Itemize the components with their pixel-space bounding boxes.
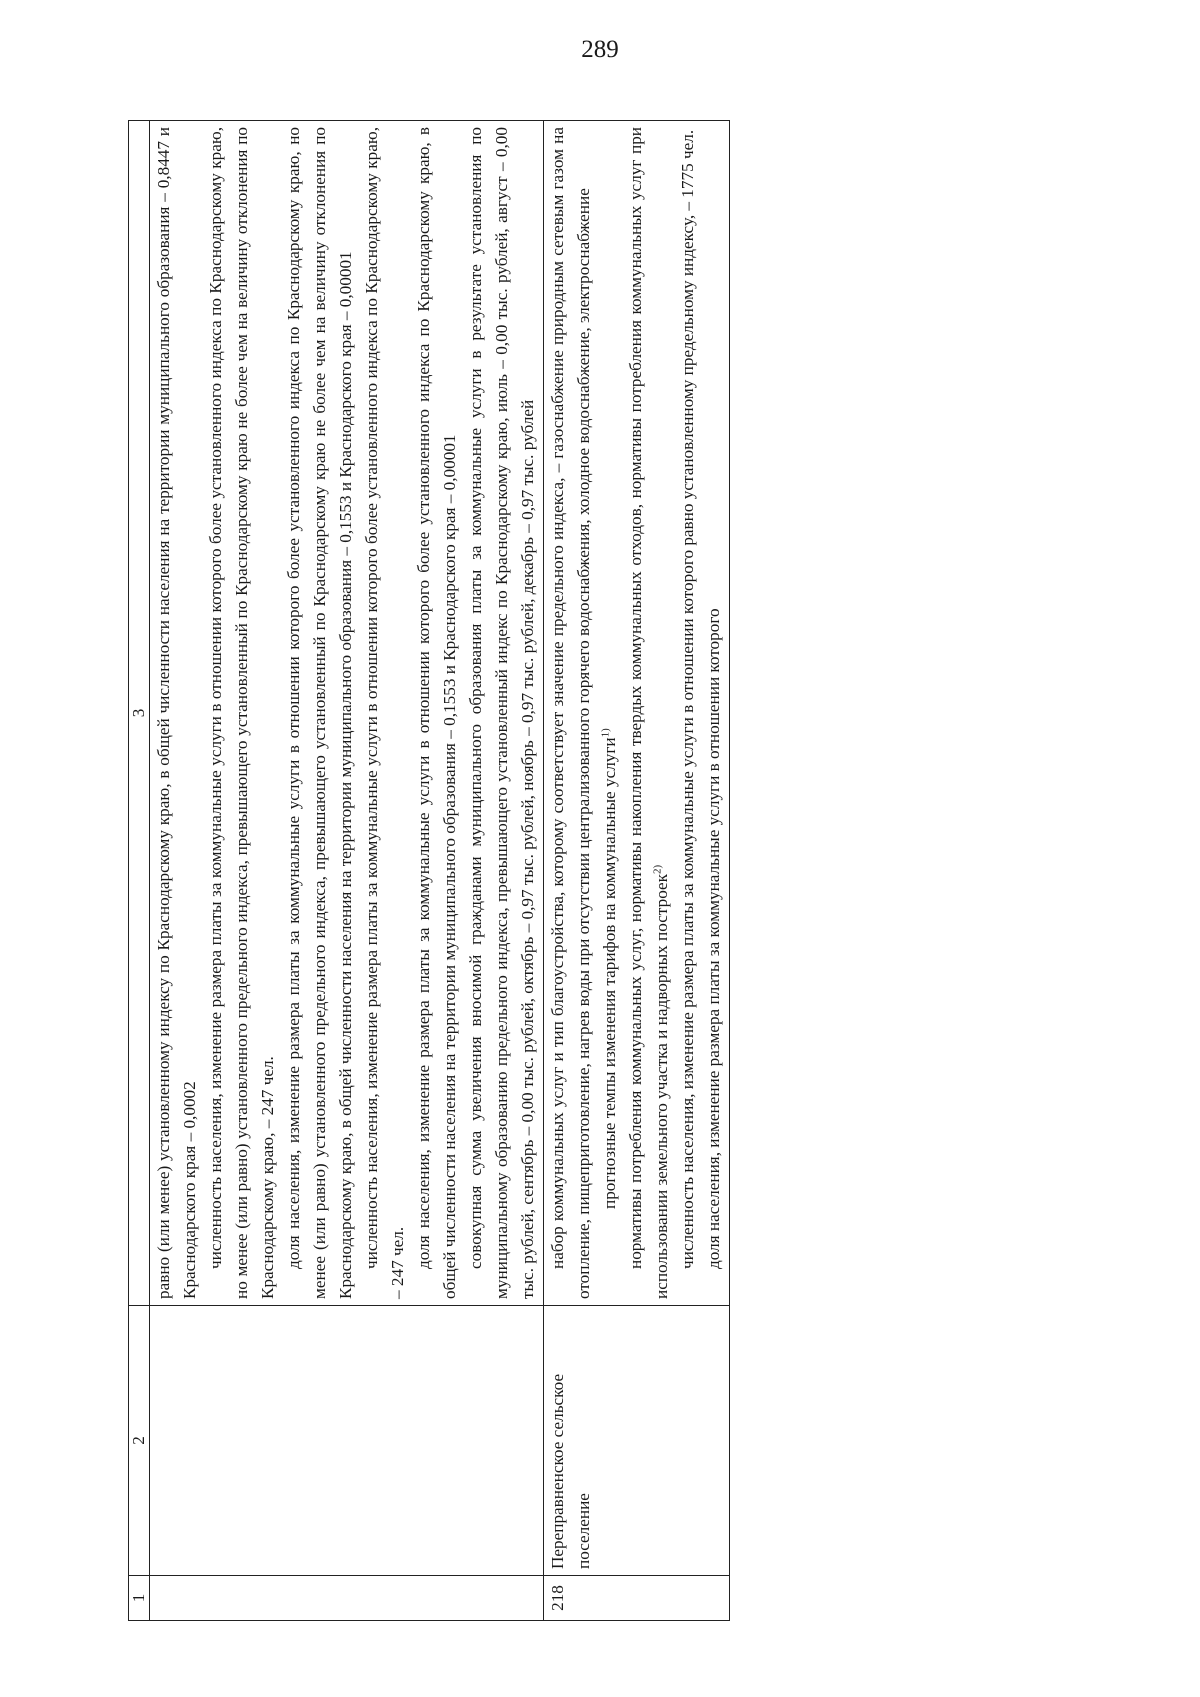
paragraph: численность населения, изменение размера платы за коммунальные услуги в отношении которого равно установленному предельному индексу, – 1775 чел. — [678, 129, 697, 1269]
table-header-row — [129, 121, 150, 1621]
indices-table — [128, 120, 730, 1621]
paragraph: набор коммунальных услуг и тип благоустройства, которому соответствует значение предельного индекса, – газоснабжение природным сетевым газом на отопление, пищеприготовление, нагрев воды при отсутствии централизованного горячего водоснабжения, холодное водоснабжение, электроснабжение — [548, 127, 593, 1299]
paragraph: численность населения, изменение размера платы за коммунальные услуги в отношении которого более установленного индекса по Краснодарскому краю, но менее (или равно) установленного предельного индекса, превышающего установленный по Краснодарскому краю не более чем на величину отклонения по Краснодарскому краю, – 247 чел. — [206, 127, 277, 1299]
paragraph: доля населения, изменение размера платы за коммунальные услуги в отношении которого более установленного индекса по Краснодарскому краю, в общей численности населения на территории муниципального образования – 0,1553 и Краснодарского края – 0,00001 — [414, 127, 459, 1299]
details-cell — [544, 121, 730, 1306]
paragraph: численность населения, изменение размера платы за коммунальные услуги в отношении которого более установленного индекса по Краснодарскому краю, – 247 чел. — [362, 127, 407, 1299]
header-col-2: 2 — [129, 1306, 150, 1576]
paragraph: совокупная сумма увеличения вносимой гражданами муниципального образования платы за коммунальные услуги в результате установления по муниципальному образованию предельного индекса, превышающего установленный индекс по Краснодарскому краю, июль – 0,00 тыс. рублей, август – 0,00 тыс. рублей, сентябрь – 0,00 тыс. рублей, октябрь – 0,97 тыс. рублей, ноябрь – 0,97 тыс. рублей, декабрь – 0,97 тыс. рублей — [466, 127, 537, 1299]
paragraph-text: прогнозные темпы изменения тарифов на коммунальные услуги — [600, 737, 619, 1209]
row-number-cell — [150, 1576, 544, 1621]
paragraph: равно (или менее) установленному индексу по Краснодарскому краю, в общей численности населения на территории муниципального образования – 0,8447 и Краснодарского края – 0,0002 — [154, 127, 199, 1299]
row-number-cell: 218 — [544, 1576, 730, 1621]
page-number: 289 — [581, 36, 619, 63]
table-row-218 — [544, 121, 730, 1621]
table-row-continuation — [150, 121, 544, 1621]
paragraph-text: нормативы потребления коммунальных услуг, нормативы накопления твердых коммунальных отходов, нормативы потребления коммунальных услуг при использовании земельного участка и надворных построек — [626, 127, 671, 1299]
header-col-1: 1 — [129, 1576, 150, 1621]
header-col-3: 3 — [129, 121, 150, 1306]
municipality-cell: Переправненское сельское поселение — [544, 1306, 730, 1576]
paragraph — [623, 127, 675, 1299]
paragraph — [597, 127, 623, 1299]
footnote-ref: 2) — [651, 864, 664, 874]
footnote-ref: 1) — [599, 728, 612, 738]
municipality-cell — [150, 1306, 544, 1576]
paragraph: доля населения, изменение размера платы за коммунальные услуги в отношении которого более установленного индекса по Краснодарскому краю, но менее (или равно) установленного предельного индекса, превышающего установленный по Краснодарскому краю не более чем на величину отклонения по Краснодарскому краю, в общей численности населения на территории муниципального образования – 0,1553 и Краснодарского края – 0,00001 — [284, 127, 355, 1299]
rotated-table-container — [128, 121, 1078, 1621]
paragraph: доля населения, изменение размера платы за коммунальные услуги в отношении которого — [704, 608, 723, 1269]
details-cell — [150, 121, 544, 1306]
